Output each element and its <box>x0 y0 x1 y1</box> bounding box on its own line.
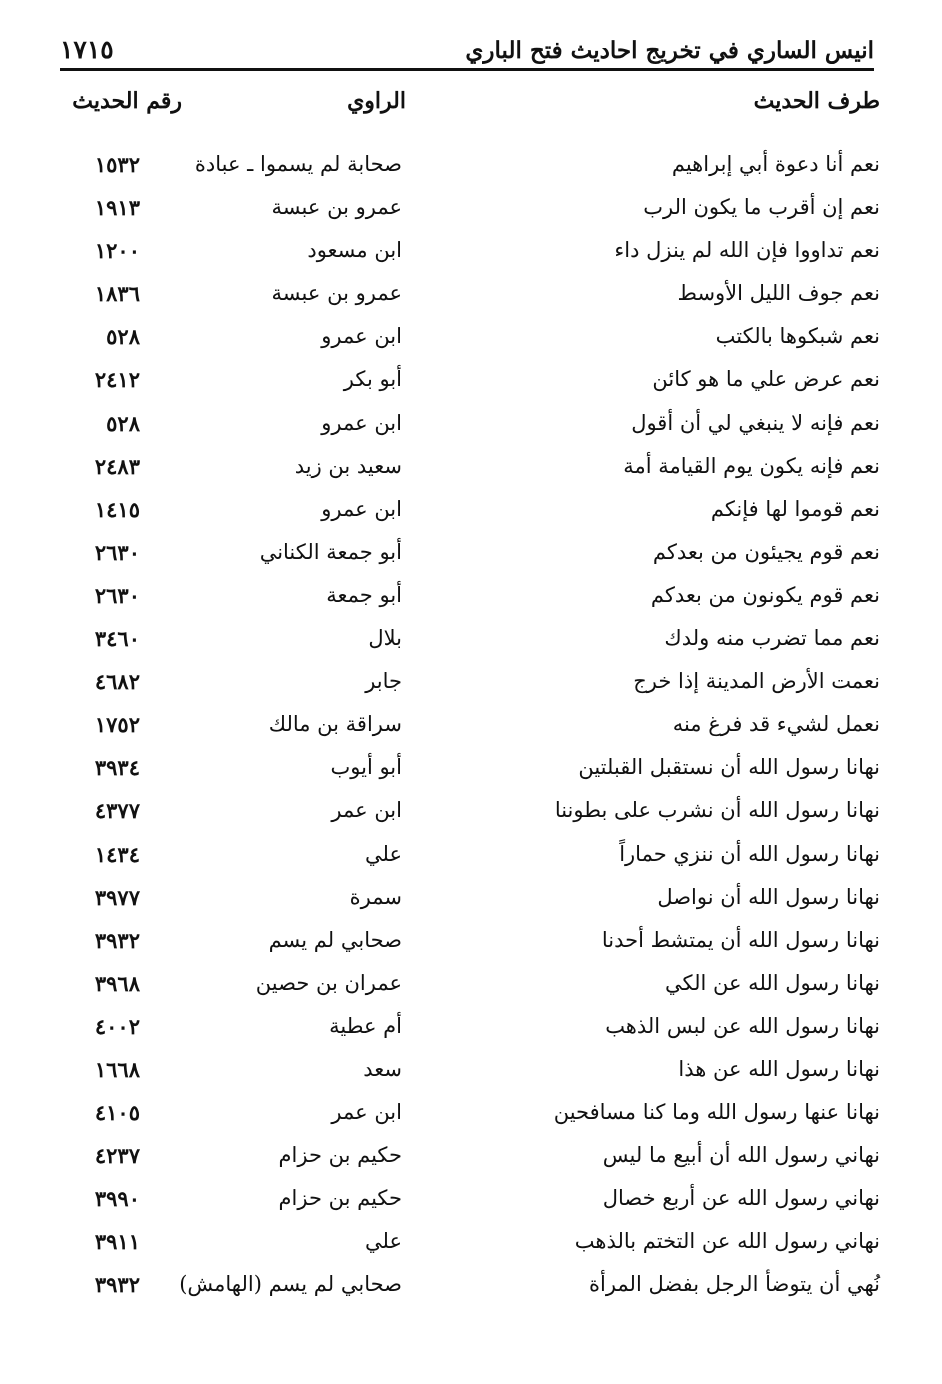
narrator-name: ابن عمرو <box>321 496 402 521</box>
table-row <box>60 363 880 406</box>
hadith-index-table <box>60 148 880 1312</box>
narrator-name: ابن مسعود <box>307 238 402 263</box>
table-row <box>60 191 880 234</box>
narrator-name: صحابي لم يسم (الهامش) <box>179 1272 402 1297</box>
table-row <box>60 1182 880 1225</box>
hadith-number: ٢٦٣٠ <box>94 539 140 565</box>
narrator-name: أبو جمعة الكناني <box>259 539 402 564</box>
hadith-number: ٣٩٧٧ <box>94 884 140 910</box>
narrator-name: أبو جمعة <box>326 582 402 607</box>
table-row <box>60 1096 880 1139</box>
hadith-number: ٣٤٦٠ <box>94 626 140 652</box>
hadith-number: ١٥٣٢ <box>94 152 140 177</box>
narrator-name: سراقة بن مالك <box>268 712 402 737</box>
hadith-number: ٢٤٨٣ <box>94 453 140 479</box>
hadith-number: ٣٩١١ <box>94 1229 140 1255</box>
hadith-text: نهانا رسول الله أن نستقبل القبلتين <box>578 755 880 780</box>
page-number: ١٧١٥ <box>60 35 114 64</box>
table-row <box>60 234 880 277</box>
narrator-name: عمران بن حصين <box>255 970 402 995</box>
hadith-text: نعمل لشيء قد فرغ منه <box>672 712 880 737</box>
table-row <box>60 924 880 967</box>
hadith-text: نُهي أن يتوضأ الرجل بفضل المرأة <box>588 1272 880 1297</box>
hadith-number: ١٢٠٠ <box>94 238 140 264</box>
hadith-number: ٢٦٣٠ <box>94 582 140 608</box>
table-row <box>60 1268 880 1311</box>
hadith-number: ١٦٦٨ <box>94 1056 140 1082</box>
narrator-name: صحابة لم يسموا ـ عبادة <box>194 152 402 176</box>
narrator-name: أبو بكر <box>343 367 402 392</box>
narrator-name: سمرة <box>349 884 402 909</box>
table-row <box>60 838 880 881</box>
narrator-name: عمرو بن عبسة <box>271 281 402 306</box>
table-row <box>60 536 880 579</box>
hadith-text: نعم عرض علي ما هو كائن <box>652 367 880 392</box>
hadith-text: نعم فإنه لا ينبغي لي أن أقول <box>631 410 880 435</box>
table-row <box>60 320 880 363</box>
hadith-number: ٣٩٦٨ <box>94 970 140 996</box>
narrator-name: علي <box>365 841 402 866</box>
hadith-text: نعمت الأرض المدينة إذا خرج <box>633 669 880 694</box>
table-row <box>60 407 880 450</box>
table-row <box>60 751 880 794</box>
hadith-text: نعم قوم يجيئون من بعدكم <box>652 539 880 564</box>
narrator-name: بلال <box>368 626 402 651</box>
hadith-number: ٣٩٣٢ <box>94 927 140 953</box>
hadith-number: ١٤١٥ <box>94 496 140 522</box>
table-row <box>60 622 880 665</box>
hadith-number: ٤٦٨٢ <box>94 669 140 695</box>
table-row <box>60 1139 880 1182</box>
table-row <box>60 450 880 493</box>
table-row <box>60 1225 880 1268</box>
hadith-number: ٣٩٩٠ <box>94 1186 140 1212</box>
hadith-text: نعم مما تضرب منه ولدك <box>664 626 880 651</box>
hadith-number: ٤١٠٥ <box>94 1100 140 1126</box>
hadith-number: ٣٩٣٢ <box>94 1272 140 1298</box>
hadith-text: نعم تداووا فإن الله لم ينزل داء <box>614 238 880 263</box>
hadith-text: نهاني رسول الله عن أربع خصال <box>602 1186 880 1211</box>
narrator-name: أبو أيوب <box>330 755 402 780</box>
table-row <box>60 794 880 837</box>
narrator-name: صحابي لم يسم <box>268 927 402 952</box>
hadith-text: نعم شبكوها بالكتب <box>715 324 880 349</box>
table-row <box>60 708 880 751</box>
hadith-text: نعم أنا دعوة أبي إبراهيم <box>671 152 880 176</box>
narrator-name: ابن عمرو <box>321 410 402 435</box>
hadith-number: ١٨٣٦ <box>94 281 140 307</box>
narrator-name: ابن عمر <box>331 1100 402 1125</box>
hadith-number: ٢٤١٢ <box>94 367 140 393</box>
column-headers <box>60 88 880 128</box>
narrator-name: حكيم بن حزام <box>278 1143 402 1168</box>
column-header-narrator: الراوي <box>347 88 406 114</box>
column-header-hadith: طرف الحديث <box>753 88 880 114</box>
hadith-number: ٥٢٨ <box>106 324 140 350</box>
hadith-text: نهانا رسول الله عن الكي <box>664 970 880 995</box>
hadith-text: نعم قوموا لها فإنكم <box>710 496 880 521</box>
narrator-name: حكيم بن حزام <box>278 1186 402 1211</box>
narrator-name: علي <box>365 1229 402 1254</box>
running-header <box>60 24 874 71</box>
hadith-number: ٤٣٧٧ <box>94 798 140 824</box>
hadith-number: ٥٢٨ <box>106 410 140 436</box>
narrator-name: سعيد بن زيد <box>294 453 402 478</box>
hadith-text: نهانا رسول الله أن يمتشط أحدنا <box>601 927 880 952</box>
table-row <box>60 665 880 708</box>
table-row <box>60 1010 880 1053</box>
hadith-number: ١٧٥٢ <box>94 712 140 738</box>
hadith-text: نعم قوم يكونون من بعدكم <box>650 582 880 607</box>
book-title: انيس الساري في تخريج احاديث فتح الباري <box>465 37 874 64</box>
narrator-name: ابن عمر <box>331 798 402 823</box>
narrator-name: أم عطية <box>329 1013 402 1038</box>
hadith-text: نعم جوف الليل الأوسط <box>677 281 880 306</box>
table-row <box>60 579 880 622</box>
hadith-number: ١٩١٣ <box>94 195 140 221</box>
hadith-text: نهانا رسول الله عن هذا <box>678 1056 880 1081</box>
narrator-name: سعد <box>363 1056 402 1081</box>
hadith-number: ٤٢٣٧ <box>94 1143 140 1169</box>
hadith-number: ٣٩٣٤ <box>94 755 140 781</box>
table-row <box>60 967 880 1010</box>
hadith-number: ١٤٣٤ <box>94 841 140 867</box>
table-row <box>60 493 880 536</box>
hadith-text: نهانا رسول الله عن لبس الذهب <box>605 1013 880 1038</box>
narrator-name: ابن عمرو <box>321 324 402 349</box>
table-row <box>60 148 880 191</box>
table-row <box>60 277 880 320</box>
hadith-text: نعم إن أقرب ما يكون الرب <box>643 195 880 220</box>
narrator-name: جابر <box>365 669 402 694</box>
column-header-number: رقم الحديث <box>72 88 182 114</box>
hadith-text: نهانا رسول الله أن نواصل <box>657 884 880 909</box>
hadith-text: نهانا عنها رسول الله وما كنا مسافحين <box>553 1100 880 1125</box>
hadith-text: نهانا رسول الله أن نشرب على بطوننا <box>554 798 880 823</box>
table-row <box>60 1053 880 1096</box>
hadith-text: نعم فإنه يكون يوم القيامة أمة <box>623 453 880 478</box>
hadith-text: نهاني رسول الله أن أبيع ما ليس <box>602 1143 880 1168</box>
hadith-number: ٤٠٠٢ <box>94 1013 140 1039</box>
table-row <box>60 881 880 924</box>
narrator-name: عمرو بن عبسة <box>271 195 402 220</box>
hadith-text: نهاني رسول الله عن التختم بالذهب <box>574 1229 880 1254</box>
hadith-text: نهانا رسول الله أن ننزي حماراً <box>619 841 880 866</box>
